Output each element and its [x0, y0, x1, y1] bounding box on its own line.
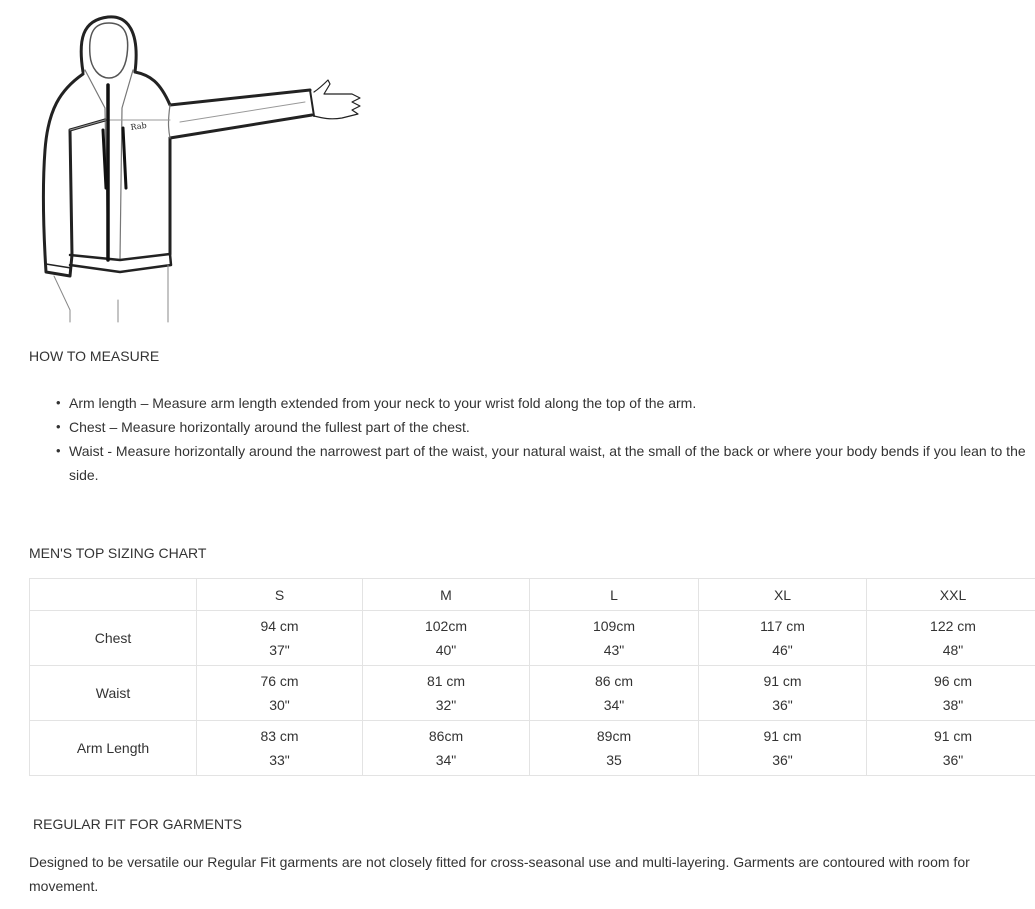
inch-value: 34" [603, 697, 625, 713]
cm-value: 91 cm [933, 728, 973, 744]
cm-value: 96 cm [933, 673, 973, 689]
size-header: S [197, 579, 363, 611]
cm-value: 86cm [428, 728, 464, 744]
cm-value: 102cm [424, 618, 468, 634]
table-corner-cell [30, 579, 197, 611]
table-cell [363, 666, 530, 721]
inch-value: 34" [435, 752, 457, 768]
row-label: Chest [30, 611, 197, 666]
inch-value: 43" [603, 642, 625, 658]
cm-value: 83 cm [260, 728, 299, 744]
table-cell [867, 611, 1035, 666]
sizing-chart-title: MEN'S TOP SIZING CHART [29, 545, 207, 561]
inch-value: 35 [606, 752, 622, 768]
table-cell [699, 721, 867, 776]
jacket-measure-illustration [30, 10, 370, 326]
table-cell [197, 721, 363, 776]
cm-value: 86 cm [594, 673, 634, 689]
table-row [30, 666, 1035, 721]
inch-value: 37" [269, 642, 290, 658]
table-cell [363, 611, 530, 666]
size-header: XL [699, 579, 867, 611]
size-header: L [530, 579, 699, 611]
regular-fit-title: REGULAR FIT FOR GARMENTS [33, 816, 242, 832]
inch-value: 36" [772, 752, 793, 768]
size-header: XXL [867, 579, 1035, 611]
list-item: • Waist - Measure horizontally around the narrowest part of the waist, your natural waist, at the small of the back or where your body bends if you lean to the side. [69, 439, 1035, 487]
table-cell [530, 611, 699, 666]
inch-value: 30" [269, 697, 290, 713]
list-item: • Chest – Measure horizontally around the fullest part of the chest. [69, 415, 1035, 439]
table-cell [363, 721, 530, 776]
cm-value: 91 cm [763, 673, 802, 689]
row-label: Waist [30, 666, 197, 721]
cm-value: 94 cm [260, 618, 299, 634]
sizing-table [29, 578, 1035, 776]
cm-value: 91 cm [763, 728, 802, 744]
table-cell [197, 611, 363, 666]
cm-value: 81 cm [426, 673, 466, 689]
table-cell [699, 611, 867, 666]
rab-logo: Rab [130, 120, 148, 132]
table-cell [867, 666, 1035, 721]
list-item: • Arm length – Measure arm length extended from your neck to your wrist fold along the top of the arm. [69, 391, 1035, 415]
inch-value: 40" [435, 642, 457, 658]
table-cell [867, 721, 1035, 776]
table-header-row [30, 579, 1035, 611]
table-row [30, 721, 1035, 776]
cm-value: 89cm [596, 728, 632, 744]
table-row [30, 611, 1035, 666]
cm-value: 109cm [592, 618, 636, 634]
table-cell [530, 721, 699, 776]
cm-value: 122 cm [930, 618, 976, 634]
inch-value: 33" [269, 752, 290, 768]
inch-value: 36" [772, 697, 793, 713]
row-label: Arm Length [30, 721, 197, 776]
measure-instructions-list [55, 391, 1035, 487]
cm-value: 117 cm [760, 618, 805, 634]
table-cell [699, 666, 867, 721]
inch-value: 38" [942, 697, 964, 713]
inch-value: 36" [942, 752, 964, 768]
cm-value: 76 cm [260, 673, 299, 689]
regular-fit-description: Designed to be versatile our Regular Fit garments are not closely fitted for cross-seasonal use and multi-layering. Garments are contoured with room for movement. [29, 854, 970, 894]
table-cell [530, 666, 699, 721]
size-header: M [363, 579, 530, 611]
inch-value: 46" [772, 642, 793, 658]
inch-value: 48" [942, 642, 964, 658]
how-to-measure-title: HOW TO MEASURE [29, 348, 160, 364]
inch-value: 32" [435, 697, 457, 713]
table-cell [197, 666, 363, 721]
